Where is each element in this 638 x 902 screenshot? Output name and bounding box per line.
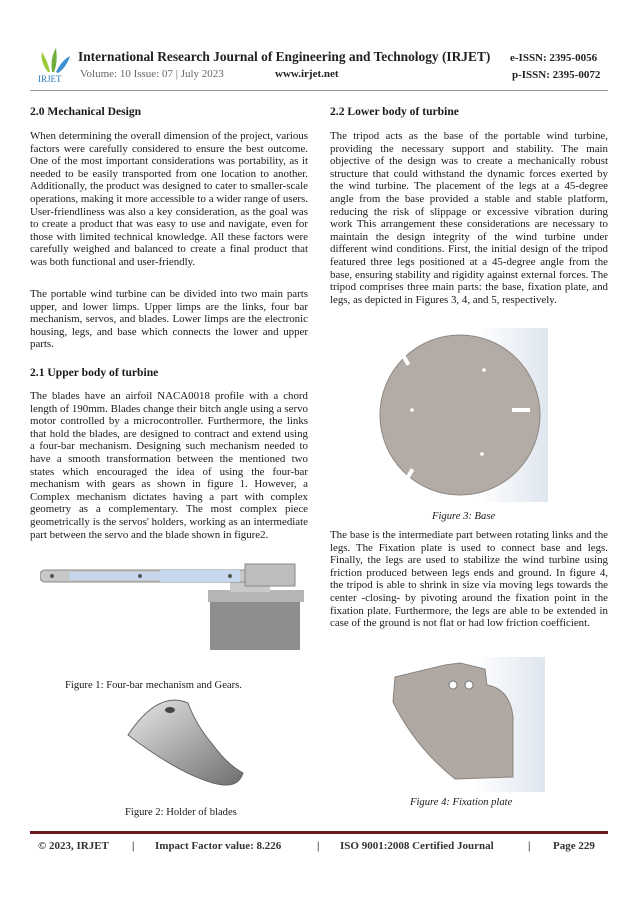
paragraph-turbine-parts: The portable wind turbine can be divided into two main parts upper, and lower limps. Upper limps are the links, four bar mechanism, servos, and blades. Lower limps are the electronic housing, legs, and base which connects the lower and upper parts. <box>30 288 308 351</box>
section-heading-lower-body: 2.2 Lower body of turbine <box>330 105 459 118</box>
figure-3-base <box>372 328 548 502</box>
figure-1-four-bar-mechanism <box>40 560 330 650</box>
e-issn: e-ISSN: 2395-0056 <box>510 52 598 64</box>
figure-3-caption: Figure 3: Base <box>432 511 496 522</box>
website-link[interactable]: www.irjet.net <box>275 68 339 80</box>
journal-logo <box>36 44 76 84</box>
volume-info: Volume: 10 Issue: 07 | July 2023 <box>80 68 224 80</box>
header-divider <box>30 90 608 91</box>
paragraph-mechanical-design: When determining the overall dimension of the project, various factors were carefully considered to ensure the best outcome. One of the most important considerations was portability, as it needed to be easily transported from one location to another. Additionally, the product was designed to cater to smaller-scale operations, making it more accessible to a wider range of users. User-friendliness was also a key consideration, as the goal was to create a product that was easy to use and navigate, even for those with limited technical knowledge. All these factors were carefully weighed and balanced to create a final product that was both functional and user-friendly. <box>30 130 308 268</box>
footer-separator: | <box>317 840 320 852</box>
footer-separator: | <box>528 840 531 852</box>
figure-4-fixation-plate <box>385 657 545 792</box>
footer-iso: ISO 9001:2008 Certified Journal <box>340 840 494 852</box>
paragraph-upper-body: The blades have an airfoil NACA0018 profile with a chord length of 190mm. Blades change their bitch angle using a servo motor controlled by a microcontroller. Furthermore, the links that hold the blades, are designed to contract and extend using a four-bar mechanism. Designing such mechanism needed to have a smooth transformation between the mentioned two states which encouraged the idea of using the four-bar mechanism with gears as shown in figure 1. However, a Complex mechanism dictates having a part with complex geometry as a complementary. The most complex piece geometrically is the servos' holders, working as an intermediate part between the servo and the blade shown in figure2. <box>30 390 308 541</box>
figure-2-caption: Figure 2: Holder of blades <box>125 807 237 818</box>
paragraph-base-and-legs: The base is the intermediate part between rotating links and the legs. The Fixation plate is used to connect base and legs. Finally, the legs are used to stabilize the wind turbine using friction produced between legs ends and ground. In figure 4, the tripod is able to shrink in size via moving legs towards the center -closing- by pivoting around the fixation point in the fixation plate. Furthermore, the legs are able to be extended in case of the ground is not flat or had low friction coefficient. <box>330 529 608 630</box>
footer-copyright: © 2023, IRJET <box>38 840 109 852</box>
footer-impact-factor: Impact Factor value: 8.226 <box>155 840 282 852</box>
figure-4-caption: Figure 4: Fixation plate <box>410 797 513 808</box>
p-issn: p-ISSN: 2395-0072 <box>512 69 601 81</box>
paragraph-lower-body: The tripod acts as the base of the portable wind turbine, providing the necessary support and stability. The main objective of the design was to create a mechanically robust structure that could withstand the dynamic forces exerted by the wind turbine. The placement of the legs at a 45-degree angle from the base provided a stable and stable platform, reducing the risk of slippage or excessive vibration during work This arrangement these considerations are necessary to maintain the design integrity of the wind turbine under different wind conditions. First, the initial design of the tripod featured three legs positioned at a 45-degree angle from the base, ensuring stability and rigidity against external forces. The tripod comprises three main parts: the base, fixation plate, and legs, as depicted in Figures 3, 4, and 5, respectively. <box>330 130 608 306</box>
journal-title: International Research Journal of Engineering and Technology (IRJET) <box>78 49 491 64</box>
figure-2-blade-holder <box>118 695 258 795</box>
footer-divider <box>30 831 608 834</box>
leaf-logo-icon <box>36 44 76 84</box>
footer-separator: | <box>132 840 135 852</box>
section-heading-mechanical-design: 2.0 Mechanical Design <box>30 105 142 118</box>
figure-1-caption: Figure 1: Four-bar mechanism and Gears. <box>65 680 242 691</box>
section-heading-upper-body: 2.1 Upper body of turbine <box>30 366 159 379</box>
footer-page-number: Page 229 <box>553 840 595 852</box>
svg-text:IRJET: IRJET <box>38 74 62 84</box>
